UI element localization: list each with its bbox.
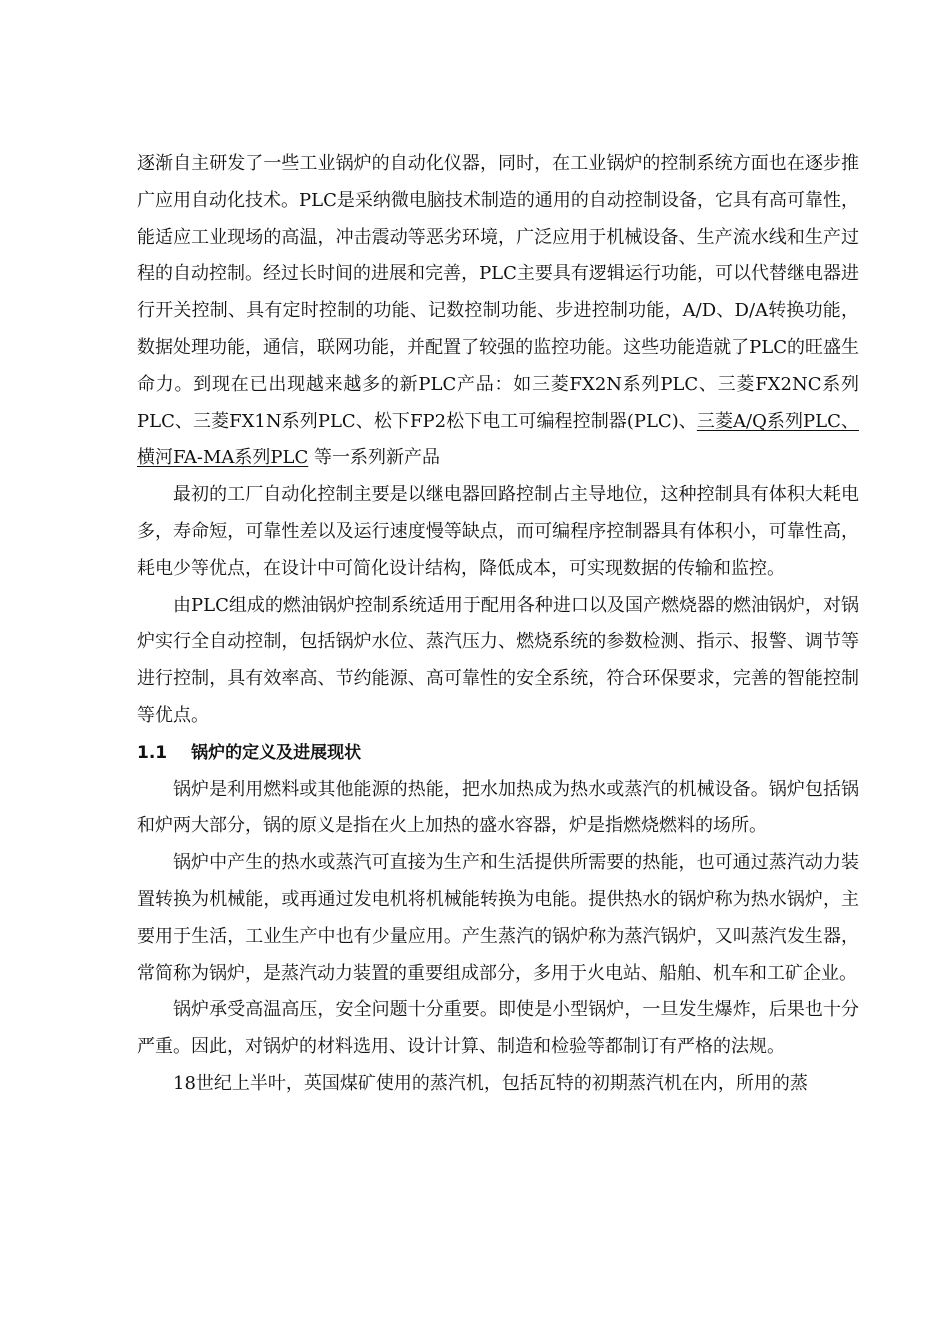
paragraph-text-tail: 等一系列新产品 (308, 447, 441, 469)
paragraph-boiler-definition: 锅炉是利用燃料或其他能源的热能，把水加热成为热水或蒸汽的机械设备。锅炉包括锅和炉两大部分，锅的原义是指在火上加热的盛水容器，炉是指燃烧燃料的场所。 (137, 778, 859, 837)
paragraph-boiler-safety: 锅炉承受高温高压，安全问题十分重要。即使是小型锅炉，一旦发生爆炸，后果也十分严重。因此，对锅炉的材料选用、设计计算、制造和检验等都制订有严格的法规。 (137, 999, 859, 1058)
paragraph-text: 逐渐自主研发了一些工业锅炉的自动化仪器，同时，在工业锅炉的控制系统方面也在逐步推广应用自动化技术。PLC是采纳微电脑技术制造的通用的自动控制设备，它具有高可靠性，能适应工业现场的高温，冲击震动等恶劣环境，广泛应用于机械设备、生产流水线和生产过程的自动控制。经过长时间的进展和完善，PLC主要具有逻辑运行功能，可以代替继电器进行开关控制、具有定时控制的功能、记数控制功能、步进控制功能，A/D、D/A转换功能，数据处理功能，通信，联网功能，并配置了较强的监控功能。这些功能造就了PLC的旺盛生命力。到现在已出现越来越多的新PLC产品：如三菱FX2N系列PLC、三菱FX2NC系列PLC、三菱FX1N系列PLC、松下FP2松下电工可编程控制器(PLC)、 (137, 153, 859, 432)
paragraph-oil-boiler-system: 由PLC组成的燃油锅炉控制系统适用于配用各种进口以及国产燃烧器的燃油锅炉，对锅炉实行全自动控制，包括锅炉水位、蒸汽压力、燃烧系统的参数检测、指示、报警、调节等进行控制，具有效率高、节约能源、高可靠性的安全系统，符合环保要求，完善的智能控制等优点。 (137, 594, 859, 726)
underlined-product-list: 三菱A/Q系列PLC、横河FA-MA系列PLC (137, 410, 859, 469)
paragraph-relay-control: 最初的工厂自动化控制主要是以继电器回路控制占主导地位，这种控制具有体积大耗电多，寿命短，可靠性差以及运行速度慢等缺点，而可编程序控制器具有体积小，可靠性高，耗电少等优点，在设计中可简化设计结构，降低成本，可实现数据的传输和监控。 (137, 484, 859, 579)
section-number: 1.1 (137, 742, 168, 763)
section-heading (137, 735, 859, 772)
paragraph-plc-overview (137, 146, 859, 477)
paragraph-hot-water-steam: 锅炉中产生的热水或蒸汽可直接为生产和生活提供所需要的热能，也可通过蒸汽动力装置转换为机械能，或再通过发电机将机械能转换为电能。提供热水的锅炉称为热水锅炉，主要用于生活，工业生产中也有少量应用。产生蒸汽的锅炉称为蒸汽锅炉，又叫蒸汽发生器，常简称为锅炉，是蒸汽动力装置的重要组成部分，多用于火电站、船舶、机车和工矿企业。 (137, 852, 859, 984)
paragraph-history: 18世纪上半叶，英国煤矿使用的蒸汽机，包括瓦特的初期蒸汽机在内，所用的蒸 (173, 1072, 808, 1094)
section-title: 锅炉的定义及进展现状 (191, 742, 362, 763)
document-body (137, 146, 859, 1103)
